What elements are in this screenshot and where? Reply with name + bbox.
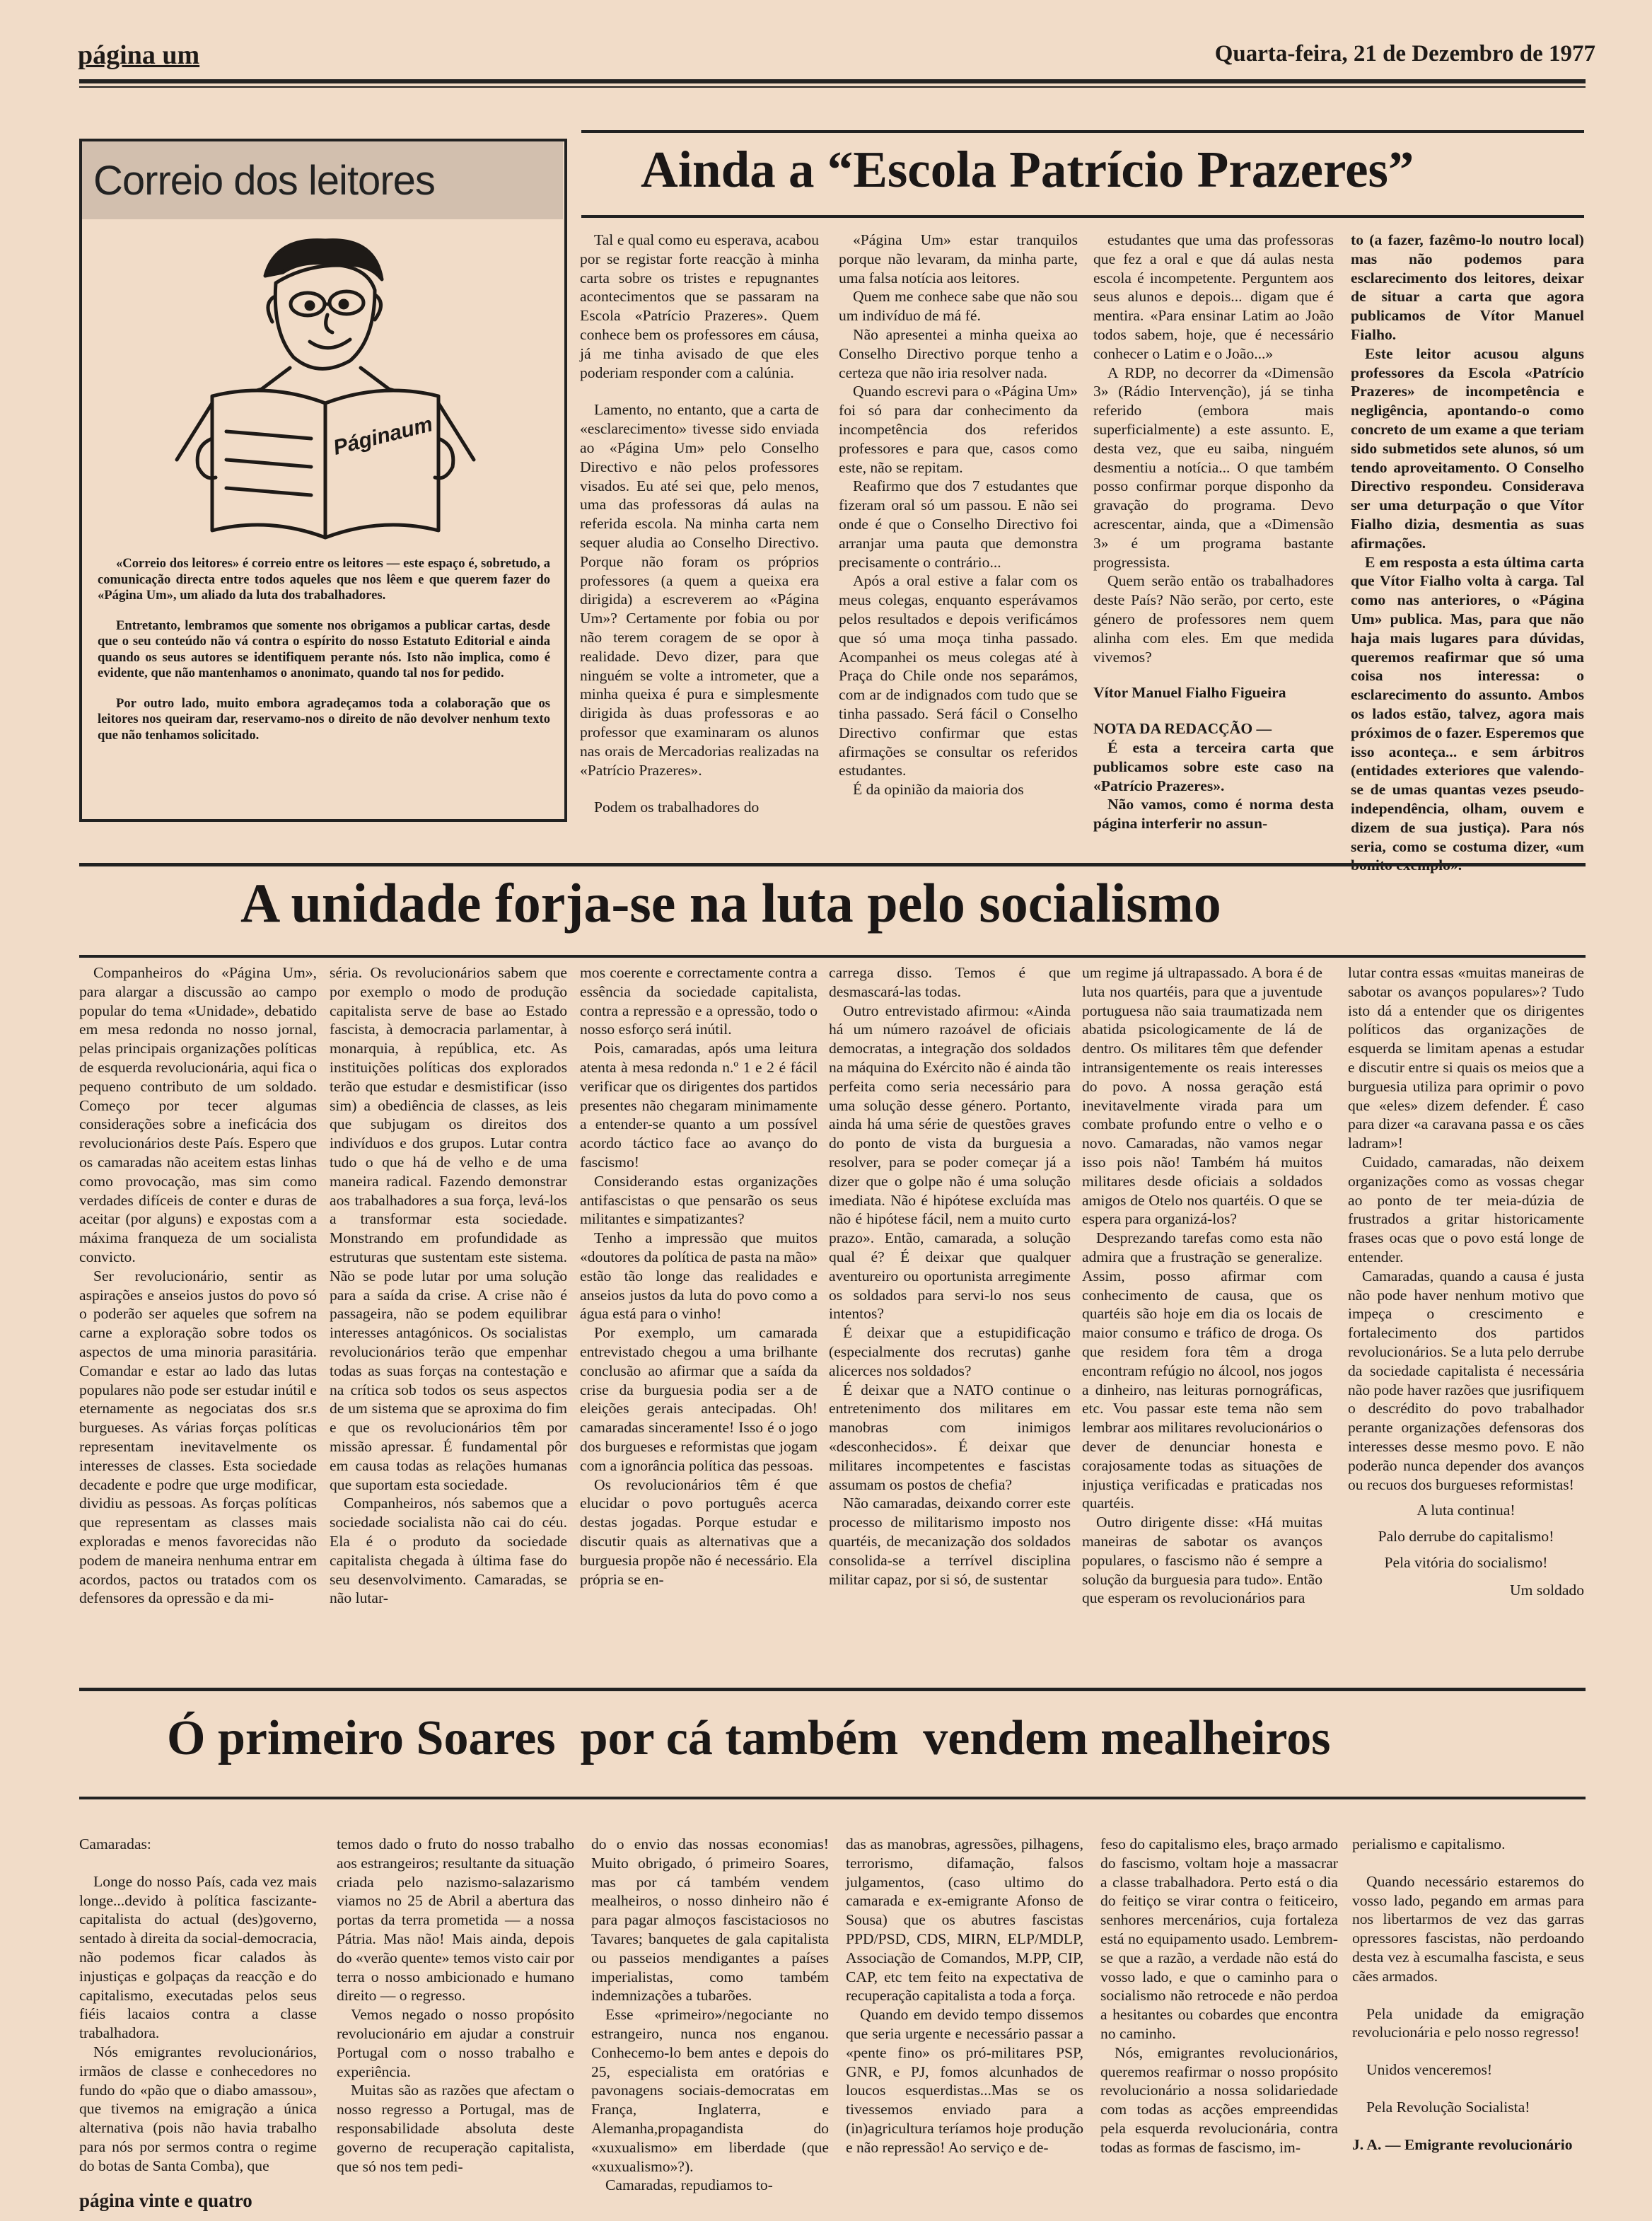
article3-column-4 <box>846 1835 1083 2186</box>
article1-headline: Ainda a “Escola Patrício Prazeres” <box>641 141 1414 198</box>
article2-paragraph: Pois, camaradas, após uma leitura atenta à mesa redonda n.º 1 e 2 é fácil verificar que os dirigentes dos partidos presentes não chegaram minimamente a entender-se quanto a um possível acordo táctico face ao avanço do fascismo! <box>580 1040 818 1171</box>
article2-column-5 <box>1082 963 1322 1664</box>
reader-illustration <box>127 226 523 545</box>
nota-redaccao-paragraph: to (a fazer, fazêmo-lo noutro local) mas não podemos para esclarecimento dos leitores, deixar de situar a carta que agora publicamos de Vítor Manuel Fialho. <box>1351 231 1584 343</box>
article1-paragraph: «Página Um» estar tranquilos porque não levaram, da minha parte, uma falsa notícia aos leitores. <box>839 231 1078 286</box>
article3-paragraph: Quando necessário estaremos do vosso lado, pegando em armas para nos libertarmos de vez das garras opressores fascistas, não perdoando desta vez à escumalha fascista, e seus cães armados. <box>1352 1872 1584 1985</box>
magazine-label: Páginaum <box>331 412 436 460</box>
correio-intro <box>98 556 550 758</box>
nota-redaccao-paragraph: É esta a terceira carta que publicamos sobre este caso na «Patrício Prazeres». <box>1093 738 1334 794</box>
article3-paragraph: do o envio das nossas economias! Muito obrigado, ó primeiro Soares, mas por cá também vendem mealheiros, o nosso dinheiro não é para pagar almoços fascistaciosos no Tavares; banquetes de gala capitalista ou passeios mendigantes a países imperialistas, como também indemnizações a tubarões. <box>591 1836 829 2005</box>
article3-paragraph: Muitas são as razões que afectam o nosso regresso a Portugal, mas de responsabilidade absoluta deste governo de recuperação capitalista, que só nos tem pedi- <box>337 2082 574 2175</box>
article1-paragraph: Tal e qual como eu esperava, acabou por se registar forte reacção à minha carta sobre os tristes e repugnantes acontecimentos que se passaram na Escola «Patrício Prazeres». Quem conhece bem os professores em cáusa, já me tinha avisado de que eles poderiam responder com a calúnia. <box>580 231 819 381</box>
article1-paragraph: Quem serão então os trabalhadores deste País? Não serão, por certo, este género de professores nem quem alinha com eles. Em que medida vivemos? <box>1093 572 1334 666</box>
article3-paragraph: Pela unidade da emigração revolucionária e pelo nosso regresso! <box>1352 2005 1584 2041</box>
article3-paragraph: Camaradas, repudiamos to- <box>605 2176 773 2194</box>
article2-paragraph: Ser revolucionário, sentir as aspirações e anseios justos do povo só o poderão ser aqueles que sofrem na carne a exploração sobre todos os aspectos de uma minoria parasitária. Comandar e estar ao lado das lutas populares não pode ser estudar inútil e eternamente as negociatas dos sr.s burgueses. As várias forças políticas representam inevitavelmente os interesses de classes. Esta sociedade decadente e podre que urge modificar, dividiu as pessoas. As forças políticas que representam as classes mais exploradas e menos favorecidas não podem de maneira nenhuma entrar em acordos, pactos ou tratados com os defensores da opressão e da mi- <box>79 1267 317 1607</box>
article3-signature: J. A. — Emigrante revolucionário <box>1352 2135 1573 2153</box>
article1-paragraph: É da opinião da maioria dos <box>853 781 1024 799</box>
article2-slogan: Palo derrube do capitalismo! <box>1378 1528 1554 1546</box>
article2-paragraph: Camaradas, quando a causa é justa não pode haver nenhum motivo que impeça o crescimento e fortalecimento dos partidos revolucionários. Se a luta pelo derrube da sociedade capitalista é necessária não pode haver razões que jusrifiquem o descrédito do povo trabalhador perante organizações defensoras dos interesses desse mesmo povo. E não poderão nunca depender dos avanços ou recuos dos burgueses reformistas! <box>1348 1267 1584 1493</box>
article2-paragraph: um regime já ultrapassado. A bora é de luta nos quartéis, para que a juventude portuguesa não saia traumatizada nem abatida psicologicamente de lá de dentro. Os militares têm que defender intransigentemente os reais interesses do povo. A nossa geração está inevitavelmente virada para um combate profundo entre o velho e o novo. Camaradas, não vamos negar isso pois não! Também há muitos militares desde oficiais a soldados amigos de Otelo nos quartéis. O que se espera para organizá-los? <box>1082 964 1322 1228</box>
article3-paragraph: Nós, emigrantes revolucionários, queremos reafirmar o nosso propósito revolucionário a nossa solidariedade com todas as acções empreendidas pela esquerda revolucionária, contra todas as formas de fascismo, im- <box>1100 2043 1338 2156</box>
article3-top-rule <box>79 1688 1586 1691</box>
article3-paragraph: Longe do nosso País, cada vez mais longe...devido à política fascizante-capitalista do actual (des)governo, sentado à direita da social-democracia, não podemos ficar calados às injustiças e golpaças da reacção e do capitalismo, executadas pelos seus fiéis lacaios contra a classe trabalhadora. <box>79 1872 317 2042</box>
nota-redaccao-paragraph: Não vamos, como é norma desta página interferir no assun- <box>1093 796 1334 833</box>
article1-paragraph: Reafirmo que dos 7 estudantes que fizeram oral só um passou. E não sei onde é que o Conselho Directivo foi arranjar uma pauta que demonstra precisamente o contrário... <box>839 477 1078 571</box>
article2-signature: Um soldado <box>1510 1581 1584 1599</box>
article2-paragraph: lutar contra essas «muitas maneiras de sabotar os avanços populares»? Tudo isto dá a entender que os dirigentes políticos das organizações de esquerda se limitam apenas a estudar e discutir entre si quais os meios que a burguesia utiliza para oprimir o povo que «eles» dizem defender. É caso para dizer «a caravana passa e os cães ladram»! <box>1348 964 1584 1152</box>
reader-with-magazine-icon <box>127 226 523 545</box>
article2-paragraph: É deixar que a estupidificação (especialmente dos recrutas) ganhe alicerces nos soldados? <box>829 1324 1071 1379</box>
article1-signature: Vítor Manuel Fialho Figueira <box>1093 684 1286 702</box>
article3-salutation: Camaradas: <box>79 1836 151 1852</box>
article2-paragraph: Cuidado, camaradas, não deixem organizações como as vossas chegar ao ponto de ter meia-dúzia de frustrados a gritar historicamente frases ocas que o povo está longe de entender. <box>1348 1153 1584 1265</box>
article1-paragraph: A RDP, no decorrer da «Dimensão 3» (Rádio Intervenção), já se tinha referido (embora mais superficialmente) a este assunto. E, desta vez, que eu saiba, ninguém desmentiu a notícia... O que também posso confirmar porque disponho da gravação do programa. Devo acrescentar, ainda, que a «Dimensão 3» é um programa bastante progressista. <box>1093 364 1334 571</box>
article1-top-rule <box>581 130 1584 133</box>
article3-column-2 <box>337 1835 574 2186</box>
article2-paragraph: Companheiros do «Página Um», para alargar a discussão ao campo popular do tema «Unidade», debatido em mesa redonda no nosso jornal, pelas principais organizações políticas de esquerda revolucionária, aqui fica o pequeno contributo de um soldado. Começo por tecer algumas considerações sobre a ineficácia dos revolucionários deste País. Espero que os camaradas não aceitem estas linhas como provocação, mas sim como verdades difíceis de conter e duras de aceitar (por alguns) e expostas com a máxima franqueza de um socialista convicto. <box>79 964 317 1265</box>
header-rule-thin <box>79 86 1586 88</box>
article2-paragraph: séria. Os revolucionários sabem que por exemplo o modo de produção capitalista serve de base ao Estado fascista, à democracia parlamentar, à monarquia, à república, etc. As instituições políticas dos explorados terão que estudar e desmistificar (isso sim) a obediência de classes, as leis que subjugam os direitos dos indivíduos e dos grupos. Lutar contra tudo o que há de velho e de uma maneira radical. Fazendo demonstrar aos trabalhadores a sua força, levá-los a transformar esta sociedade. Monstrando em profundidade as estruturas que sustentam este sistema. Não se pode lutar por uma solução para a saída da crise. A crise não é passageira, não se podem equilibrar interesses antagónicos. Os socialistas revolucionários terão que empenhar todas as suas forças na contestação e na crítica sob todos os seus aspectos de um sistema que se aproxima do fim e que os revolucionários têm por missão apressar. É fundamental pôr em causa todas as relações humanas que suportam esta sociedade. <box>330 964 567 1493</box>
nota-redaccao-title: NOTA DA REDACÇÃO — <box>1093 720 1272 738</box>
article3-headline: Ó primeiro Soares por cá também vendem mealheiros <box>167 1711 1331 1765</box>
article1-column-1 <box>580 231 819 825</box>
correio-intro-paragraph: Entretanto, lembramos que somente nos obrigamos a publicar cartas, desde que o seu conteúdo não vá contra o espírito do nosso Estatuto Editorial e ainda quando os seus autores se identifiquem perante nós. Isto não implica, como é evidente, que não mantenhamos o anonimato, quando tal nos for pedido. <box>98 617 550 680</box>
article2-column-1 <box>79 963 317 1664</box>
article3-paragraph: Vemos negado o nosso propósito revolucionário em ajudar a construir Portugal com o nosso trabalho e experiência. <box>337 2006 574 2080</box>
article2-column-4 <box>829 963 1071 1664</box>
article2-paragraph: Desprezando tarefas como esta não admira que a frustração se generalize. Assim, posso afirmar com conhecimento de causa, que os quartéis são hoje em dia os locais de maior consumo e tráfico de droga. Os que residem fora têm a droga encontram refúgio no álcool, nos jogos a dinheiro, nas leituras pornográficas, etc. Vou passar este tema não sem lembrar aos militares revolucionários o dever de denunciar honesta e corajosamente todas as situações de injustiça verificadas e praticadas nos quartéis. <box>1082 1229 1322 1512</box>
article3-paragraph: temos dado o fruto do nosso trabalho aos estrangeiros; resultante da situação criada pelo nazismo-salazarismo viamos no 25 de Abril a abertura das portas da terra prometida — a nossa Pátria. Mas não! Mais ainda, depois do «verão quente» temos visto cair por terra o nosso ambicionado e humano direito — o regresso. <box>337 1836 574 2005</box>
page-number: página vinte e quatro <box>79 2190 252 2211</box>
article1-headline-rule <box>581 215 1584 218</box>
article2-column-2 <box>330 963 567 1664</box>
article2-paragraph: Companheiros, nós sabemos que a sociedade socialista não cai do céu. Ela é o produto da sociedade capitalista chegada à última fase do seu desenvolvimento. Camaradas, se não lutar- <box>330 1495 567 1607</box>
article1-paragraph: Não apresentei a minha queixa ao Conselho Directivo porque tenho a certeza que não iria resolver nada. <box>839 325 1078 381</box>
correio-intro-paragraph: «Correio dos leitores» é correio entre os leitores — este espaço é, sobretudo, a comunicação directa entre todos aqueles que nos lêem e que querem fazer do «Página Um», um aliado da luta dos trabalhadores. <box>98 556 550 603</box>
article2-paragraph: Não camaradas, deixando correr este processo de militarismo imposto nos quartéis, de mecanização dos soldados consolida-se a terrível disciplina militar capaz, por si só, de sustentar <box>829 1495 1071 1588</box>
nota-redaccao-paragraph: Este leitor acusou alguns professores da Escola «Patrício Prazeres» de incompetência e negligência, apontando-o como concreto de um exame a que teriam sido submetidos sete alunos, só um tendo aproveitamento. O Conselho Directivo respondeu. Considerava ser uma deturpação o que Vítor Fialho dizia, desmentia as suas afirmações. <box>1351 344 1584 552</box>
correio-intro-paragraph: Por outro lado, muito embora agradeçamos toda a colaboração que os leitores nos queiram dar, reservamo-nos o direito de não devolver nenhum texto que não tenhamos solicitado. <box>98 695 550 743</box>
issue-date: Quarta-feira, 21 de Dezembro de 1977 <box>1214 41 1595 66</box>
article1-paragraph: Podem os trabalhadores do <box>594 799 760 816</box>
article3-column-3 <box>591 1835 829 2194</box>
article2-column-3 <box>580 963 818 1664</box>
article2-slogan: A luta continua! <box>1417 1502 1516 1519</box>
article1-paragraph: Lamento, no entanto, que a carta de «esclarecimento» tivesse sido enviada ao «Página Um» pelo Conselho Directivo e não pelos professores visados. Eu até sei que, pelo menos, uma das professoras dá aulas na referida escola. Na minha carta nem sequer aludia ao Conselho Directivo. Porque não foram os próprios professores (a quem a queixa era dirigida) a escreverem ao «Página Um»? Certamente por fobia ou por não terem coragem de se opor à realidade. Devo dizer, para que ninguém se volte a intrometer, que a minha queixa é pura e simplesmente dirigida às duas professoras e ao professor que examinaram os alunos nas orais de Mercadorias realizadas na «Patrício Prazeres». <box>580 401 819 779</box>
article3-paragraph: Nós emigrantes revolucionários, irmãos de classe e conhecedores no fundo do «pão que o diabo amassou», que tivemos na emigração a única alternativa (pois não havia trabalho para nós por sermos contra o regime do botas de Santa Comba), que <box>79 2043 317 2174</box>
article2-paragraph: carrega disso. Temos é que desmascará-las todas. <box>829 964 1071 1000</box>
article3-column-1 <box>79 1835 317 2186</box>
article3-paragraph: Pela Revolução Socialista! <box>1366 2098 1530 2116</box>
article2-paragraph: Outro dirigente disse: «Há muitas maneiras de sabotar os avanços populares, o fascismo não é sempre a solução da burguesia para tudo». Então que esperam os revolucionários para <box>1082 1514 1322 1607</box>
article1-paragraph: estudantes que uma das professoras que fez a oral e que dá aulas nesta escola é incompetente. Perguntem aos seus alunos e depois... digam que é mentira. «Para ensinar Latim ao João todos sabem, hoje, que é necessário conhecer o Latim e o João...» <box>1093 231 1334 362</box>
article2-paragraph: Os revolucionários têm é que elucidar o povo português acerca destas jogadas. Porque estudar e discutir quais as alternativas que a burguesia propõe não é necessário. Ela própria se en- <box>580 1475 818 1588</box>
article3-paragraph: perialismo e capitalismo. <box>1352 1836 1506 1852</box>
article2-top-rule <box>79 863 1586 866</box>
article1-paragraph: Após a oral estive a falar com os meus colegas, enquanto esperávamos pelos resultados e depois verificámos que só uma moça tinha passado. Acompanhei os meus colegas até à Praça do Chile onde nos separámos, com ar de indignados com tudo que se tinha passado. Será fácil o Conselho Directivo confirmar que estas afirmações se consultar os referidos estudantes. <box>839 572 1078 779</box>
article2-paragraph: Outro entrevistado afirmou: «Ainda há um número razoável de oficiais democratas, a integração dos soldados na máquina do Exército não é ainda tão perfeita como seria necessário para uma solução desse género. Portanto, ainda há uma série de questões graves do ponto de vista da burguesia a resolver, para se poder começar já a dizer que o golpe não é uma solução imediata. Não é hipótese excluída mas não é hipótese fácil, nem a muito curto prazo». Então, camarada, a solução qual é? É deixar que qualquer aventureiro ou oportunista arregimente os soldados para servi-lo nos seus intentos? <box>829 1002 1071 1323</box>
article1-paragraph: Quando escrevi para o «Página Um» foi só para dar conhecimento da incompetência dos referidos professores e para que, casos como este, não se repitam. <box>839 383 1078 476</box>
article3-paragraph: Quando em devido tempo dissemos que seria urgente e necessário passar a «pente fino» os pró-militares PSP, GNR, e PJ, fomos alcunhados de loucos esquerdistas...Mas se os tivessemos enviado para a (in)agricultura teríamos hoje produção e não repressão! Ao serviço e de- <box>846 2006 1083 2156</box>
article1-column-3 <box>1093 231 1334 833</box>
article2-paragraph: Tenho a impressão que muitos «doutores da política de pasta na mão» estão tão longe das realidades e anseios justos da luta do povo como a água está para o vinho! <box>580 1229 818 1323</box>
article2-paragraph: É deixar que a NATO continue o entretenimento dos militares em manobras com inimigos «desconhecidos». É deixar que militares incompetentes e fascistas assumam os postos de chefia? <box>829 1381 1071 1493</box>
article2-paragraph: Considerando estas organizações antifascistas o que pensarão os seus militantes e simpatizantes? <box>580 1172 818 1228</box>
article3-headline-rule <box>79 1797 1586 1799</box>
article3-signature-initials: J. A. <box>1352 2135 1382 2153</box>
article3-paragraph: feso do capitalismo eles, braço armado do fascismo, voltam hoje a massacrar a classe trabalhadora. Perto está o dia do feitiço se virar contra o feiticeiro, senhores mercenários, cuja fortaleza está no equipamento usado. Lembrem-se que a razão, a verdade não está do vosso lado, e que o caminho para o socialismo não retrocede e não perdoa a hesitantes ou cobardes que encontra no caminho. <box>1100 1836 1338 2042</box>
nota-redaccao-paragraph: E em resposta a esta última carta que Vítor Fialho volta à carga. Tal como nas anteriores, o «Página Um» publica. Mas, para que não haja mais lugares para dúvidas, queremos reafirmar que só uma coisa nos interessa: o esclarecimento do assunto. Ambos os lados estão, talvez, agora mais próximos de o fazer. Esperemos que isso aconteça... e sem árbitros (entidades exteriores que valendo-se de umas quantas vezes pseudo-independência, olham, ouvem e dizem de sua justiça). Para nós seria, como se costuma dizer, «um <box>1351 553 1584 855</box>
header-rule <box>79 79 1586 83</box>
article3-column-5 <box>1100 1835 1338 2186</box>
article3-paragraph: Esse «primeiro»/negociante no estrangeiro, nunca nos enganou. Conhecemo-lo bem antes e depois do 25, especialista em oratórias e pavonagens sociais-democratas em França, Inglaterra, e Alemanha,propagandista do «xuxualismo» em liberdade (que «xuxualismo»?). <box>591 2006 829 2175</box>
correio-title: Correio dos leitores <box>82 141 563 219</box>
article1-column-2 <box>839 231 1078 825</box>
article2-slogan: Pela vitória do socialismo! <box>1384 1553 1548 1571</box>
article3-paragraph: Unidos venceremos! <box>1366 2061 1493 2079</box>
article3-signature-text: Emigrante revolucionário <box>1404 2135 1573 2153</box>
publication-name: página um <box>78 40 200 70</box>
article2-headline-rule <box>79 955 1586 958</box>
article1-column-4 <box>1351 231 1584 855</box>
article2-paragraph: Por exemplo, um camarada entrevistado chegou a uma brilhante conclusão ao afirmar que a saída da crise da burguesia podia ser a de eleições gerais antecipadas. Oh! camaradas sinceramente! Isso é o jogo dos burgueses e reformistas que jogam com a ignorância política das pessoas. <box>580 1324 818 1474</box>
article2-paragraph: mos coerente e correctamente contra a essência da sociedade capitalista, contra a repressão e a opressão, todo o nosso esforço será inútil. <box>580 964 818 1038</box>
article3-paragraph: das as manobras, agressões, pilhagens, terrorismo, difamação, falsos julgamentos, (caso ultimo do camarada e ex-emigrante Afonso de Sousa) que os abutres fascistas PPD/PSD, CDS, MIRN, ELP/MDLP, Associação de Comandos, M.PP, CIP, CAP, etc tem feito na expectativa de recuperação capitalista a toda a força. <box>846 1836 1083 2005</box>
article2-column-6 <box>1348 963 1584 1664</box>
article2-headline: A unidade forja-se na luta pelo socialismo <box>240 872 1221 934</box>
article3-column-6 <box>1352 1835 1584 2186</box>
article1-paragraph: Quem me conhece sabe que não sou um indivíduo de má fé. <box>839 288 1078 325</box>
